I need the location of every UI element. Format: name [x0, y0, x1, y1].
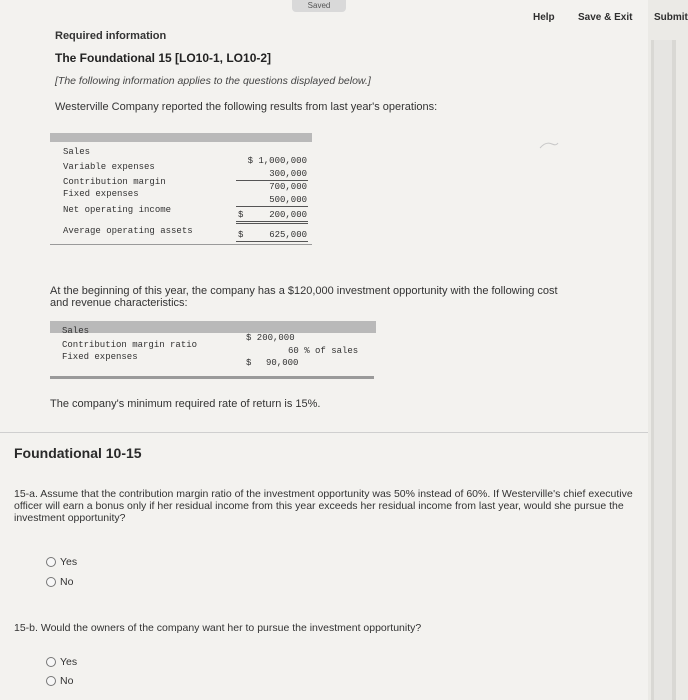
opportunity-row-label: Fixed expenses: [62, 352, 138, 362]
required-information-heading: Required information: [55, 30, 167, 42]
cursor-mark-icon: [538, 140, 560, 150]
radio-button[interactable]: [46, 557, 56, 567]
q15a-option-no[interactable]: [46, 576, 73, 588]
q15b-option-yes[interactable]: [46, 656, 77, 668]
q15a-option-yes[interactable]: [46, 556, 77, 568]
problem-title: The Foundational 15 [LO10-1, LO10-2]: [55, 51, 272, 65]
double-underline: [236, 221, 308, 222]
option-label: No: [60, 675, 74, 687]
opportunity-table-header: [50, 321, 376, 333]
opportunity-row-dollar: $: [246, 358, 252, 368]
info-note: [The following information applies to the questions displayed below.]: [55, 75, 371, 87]
results-row-label: Contribution margin: [63, 177, 166, 187]
question-title: Foundational 10-15: [14, 445, 142, 461]
intro-text: Westerville Company reported the following results from last year's operations:: [55, 101, 438, 113]
scrollbar-thumb[interactable]: [654, 40, 672, 700]
results-row-value: 625,000: [269, 230, 307, 240]
results-row-label: Fixed expenses: [63, 189, 139, 199]
results-row-value: 300,000: [269, 169, 307, 179]
results-row-label: Variable expenses: [63, 162, 155, 172]
opportunity-row-value: $ 200,000: [246, 333, 295, 343]
results-row-label: Average operating assets: [63, 226, 193, 236]
saved-indicator: Saved: [292, 0, 346, 12]
results-table-bottom-rule: [50, 244, 312, 245]
opportunity-row-label: Sales: [62, 326, 90, 336]
results-row-label: Net operating income: [63, 205, 172, 215]
help-button[interactable]: Help: [533, 12, 555, 23]
option-label: Yes: [60, 656, 78, 668]
opportunity-table-bottom-rule: [50, 376, 374, 379]
radio-button[interactable]: [46, 657, 56, 667]
q15b-option-no[interactable]: [46, 675, 73, 687]
results-row-dollar: $: [238, 230, 244, 240]
results-row-value: 700,000: [269, 182, 307, 192]
section-divider: [0, 432, 648, 433]
minimum-return-text: The company's minimum required rate of return is 15%.: [50, 398, 321, 410]
opportunity-row-label: Contribution margin ratio: [62, 340, 198, 350]
results-row-value: $ 1,000,000: [247, 156, 307, 166]
results-row-value: 500,000: [269, 195, 307, 205]
submit-button[interactable]: Submit: [654, 12, 688, 23]
radio-button[interactable]: [46, 577, 56, 587]
results-table-header: [50, 133, 312, 142]
question-15b-text: 15-b. Would the owners of the company want her to pursue the investment opportunity?: [14, 622, 422, 634]
opportunity-text: At the beginning of this year, the company has a $120,000 investment opportunity with the following cost and revenue characteristics:: [50, 285, 558, 309]
results-row-value: 200,000: [269, 210, 307, 220]
opportunity-row-value: 90,000: [266, 358, 299, 368]
underline: [236, 180, 308, 181]
option-label: No: [60, 576, 74, 588]
opportunity-row-value: 60 % of sales: [288, 346, 359, 356]
results-row-label: Sales: [63, 147, 91, 157]
double-underline: [236, 223, 308, 224]
underline: [236, 206, 308, 207]
save-exit-button[interactable]: Save & Exit: [578, 12, 633, 23]
question-15a-text: 15-a. Assume that the contribution margin ratio of the investment opportunity was 50% instead of 60%. If Westerville's chief executive officer will earn a bonus only if her residual income from this year exceeds her residual income from last year, would she pursue the investment opportunity?: [14, 488, 633, 524]
option-label: Yes: [60, 556, 78, 568]
results-row-dollar: $: [238, 210, 244, 220]
radio-button[interactable]: [46, 676, 56, 686]
double-underline: [236, 241, 308, 242]
